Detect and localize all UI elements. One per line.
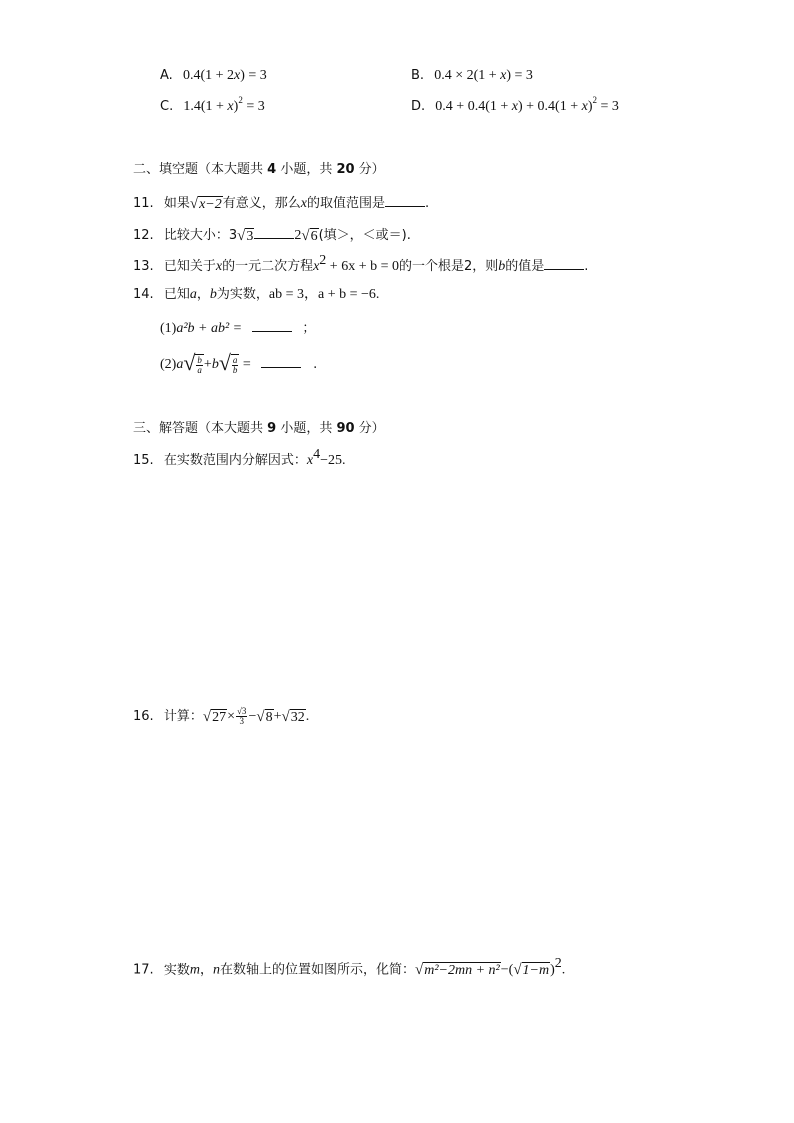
answer-blank[interactable]	[385, 192, 425, 207]
section-heading-fill-in: 二、填空题（本大题共 4 小题，共 20 分）	[133, 162, 385, 177]
question-14-part-2: (2)a √ $\frac{b}{a}$ +b √ $\frac{a}{b}$ = .	[160, 350, 318, 375]
sqrt-symbol: √ 27	[202, 708, 227, 725]
answer-blank[interactable]	[252, 317, 292, 332]
sqrt-symbol: √ 1−m	[513, 962, 550, 978]
question-13: 13. 已知关于x的一元二次方程$x^2 + 6x + b = 0$的一个根是2，则b的值是 .	[133, 252, 589, 274]
sqrt-symbol: √ $\frac{a}{b}$	[218, 350, 238, 375]
question-14-part-1: (1)a²b + ab² = ；	[160, 317, 315, 338]
question-14: 14. 已知a，b为实数，ab = 3，a + b = −6.	[133, 287, 380, 302]
answer-blank[interactable]	[254, 224, 294, 239]
sqrt-symbol: √ 3	[237, 227, 254, 244]
sqrt-symbol: √ $\frac{b}{a}$	[183, 350, 202, 375]
question-15: 15. 在实数范围内分解因式：$x^4-25$.	[133, 446, 346, 468]
section-heading-solve: 三、解答题（本大题共 9 小题，共 90 分）	[133, 421, 385, 436]
answer-blank[interactable]	[261, 353, 301, 368]
sqrt-symbol: √ 32	[281, 708, 305, 725]
sqrt-symbol: √ m²−2mn + n²	[415, 962, 500, 978]
option-c: C. $1.4(1 + x)^2 = 3$	[160, 95, 265, 114]
option-b: B. 0.4 × 2(1 + x) = 3	[411, 68, 533, 83]
sqrt-symbol: √ 8	[256, 708, 273, 725]
sqrt-symbol: √ x−2	[189, 195, 222, 212]
question-12: 12. 比较大小：3 √ 3 2 √ 6 (填＞，＜或＝).	[133, 224, 411, 245]
question-17: 17. 实数m，n在数轴上的位置如图所示，化简： √ m²−2mn + n² −( √ 1−m )$^2$.	[133, 956, 566, 978]
option-d: D. $0.4 + 0.4(1 + x) + 0.4(1 + x)^2 = 3$	[411, 95, 619, 114]
answer-blank[interactable]	[544, 255, 584, 270]
question-11: 11. 如果 √ x−2 有意义，那么x的取值范围是 .	[133, 192, 429, 213]
sqrt-symbol: √ 6	[301, 227, 318, 244]
option-a: A. 0.4(1 + 2x) = 3	[160, 68, 267, 83]
question-16: 16. 计算： √ 27 × $\frac{√3}{3}$ − √ 8 + √ 32 .	[133, 706, 310, 726]
